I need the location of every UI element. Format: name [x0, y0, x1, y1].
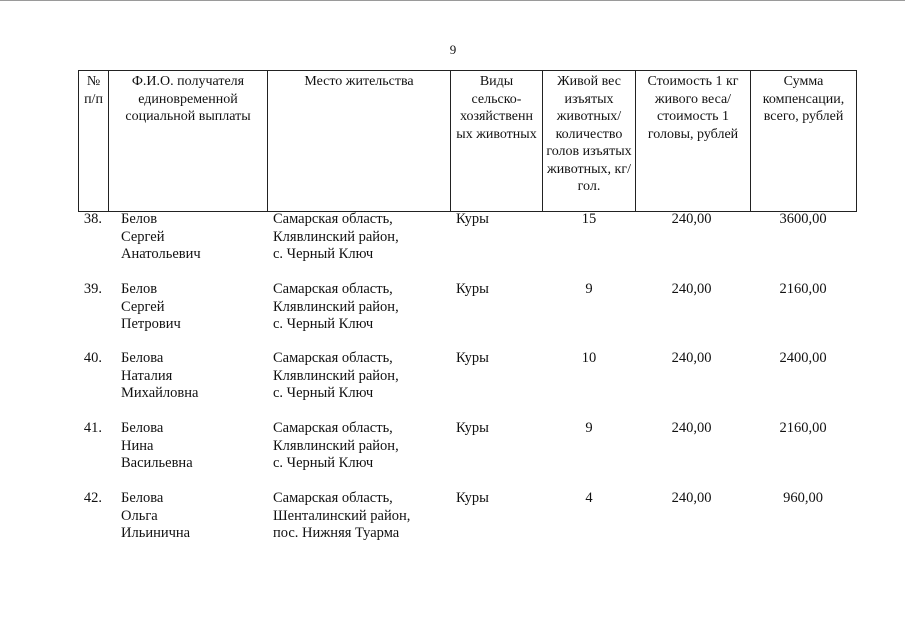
compensation-table-header — [78, 70, 857, 212]
row-number: 40. — [83, 350, 102, 366]
table-row — [78, 211, 856, 271]
animal-type: Куры — [456, 281, 489, 297]
residence: Самарская область, Клявлинский район, с. Черный Ключ — [273, 350, 399, 401]
header-cell-live-weight: Живой вес изъятых животных/ количество голов изъятых животных, кг/гол. — [543, 71, 636, 212]
row-number: 39. — [83, 281, 102, 297]
live-weight: 9 — [585, 281, 593, 297]
live-weight: 15 — [581, 211, 597, 227]
page-top-rule — [0, 0, 905, 1]
residence: Самарская область, Клявлинский район, с. Черный Ключ — [273, 420, 399, 471]
animal-type: Куры — [456, 420, 489, 436]
live-weight: 10 — [581, 350, 597, 366]
recipient-name: Белов Сергей Анатольевич — [121, 211, 201, 262]
live-weight: 4 — [585, 490, 593, 506]
recipient-name: Белов Сергей Петрович — [121, 281, 181, 332]
row-number: 38. — [83, 211, 102, 227]
unit-cost: 240,00 — [671, 490, 712, 506]
unit-cost: 240,00 — [671, 420, 712, 436]
total-sum: 960,00 — [783, 490, 823, 506]
animal-type: Куры — [456, 211, 489, 227]
row-number: 42. — [83, 490, 102, 506]
header-cell-name: Ф.И.О. получателя единовременной социальной выплаты — [109, 71, 268, 212]
unit-cost: 240,00 — [671, 350, 712, 366]
animal-type: Куры — [456, 350, 489, 366]
row-number: 41. — [83, 420, 102, 436]
residence: Самарская область, Клявлинский район, с. Черный Ключ — [273, 211, 399, 262]
unit-cost: 240,00 — [671, 281, 712, 297]
residence: Самарская область, Клявлинский район, с. Черный Ключ — [273, 281, 399, 332]
table-row — [78, 350, 856, 410]
table-row — [78, 281, 856, 341]
table-row — [78, 490, 856, 550]
live-weight: 9 — [585, 420, 593, 436]
total-sum: 3600,00 — [779, 211, 827, 227]
unit-cost: 240,00 — [671, 211, 712, 227]
recipient-name: Белова Наталия Михайловна — [121, 350, 199, 401]
header-cell-total-sum: Сумма компенсации, всего, рублей — [751, 71, 857, 212]
total-sum: 2160,00 — [779, 281, 827, 297]
table-row — [78, 420, 856, 480]
recipient-name: Белова Ольга Ильинична — [121, 490, 191, 541]
header-cell-unit-cost: Стоимость 1 кг живого веса/стоимость 1 головы, рублей — [636, 71, 751, 212]
page-number: 9 — [449, 42, 457, 57]
residence: Самарская область, Шенталинский район, пос. Нижняя Туарма — [273, 490, 411, 541]
animal-type: Куры — [456, 490, 489, 506]
recipient-name: Белова Нина Васильевна — [121, 420, 193, 471]
header-cell-animal-type: Виды сельско-хозяйственн ых животных — [451, 71, 543, 212]
header-cell-number: № п/п — [79, 71, 109, 212]
header-row — [79, 71, 857, 212]
total-sum: 2400,00 — [779, 350, 827, 366]
total-sum: 2160,00 — [779, 420, 827, 436]
header-cell-residence: Место жительства — [268, 71, 451, 212]
